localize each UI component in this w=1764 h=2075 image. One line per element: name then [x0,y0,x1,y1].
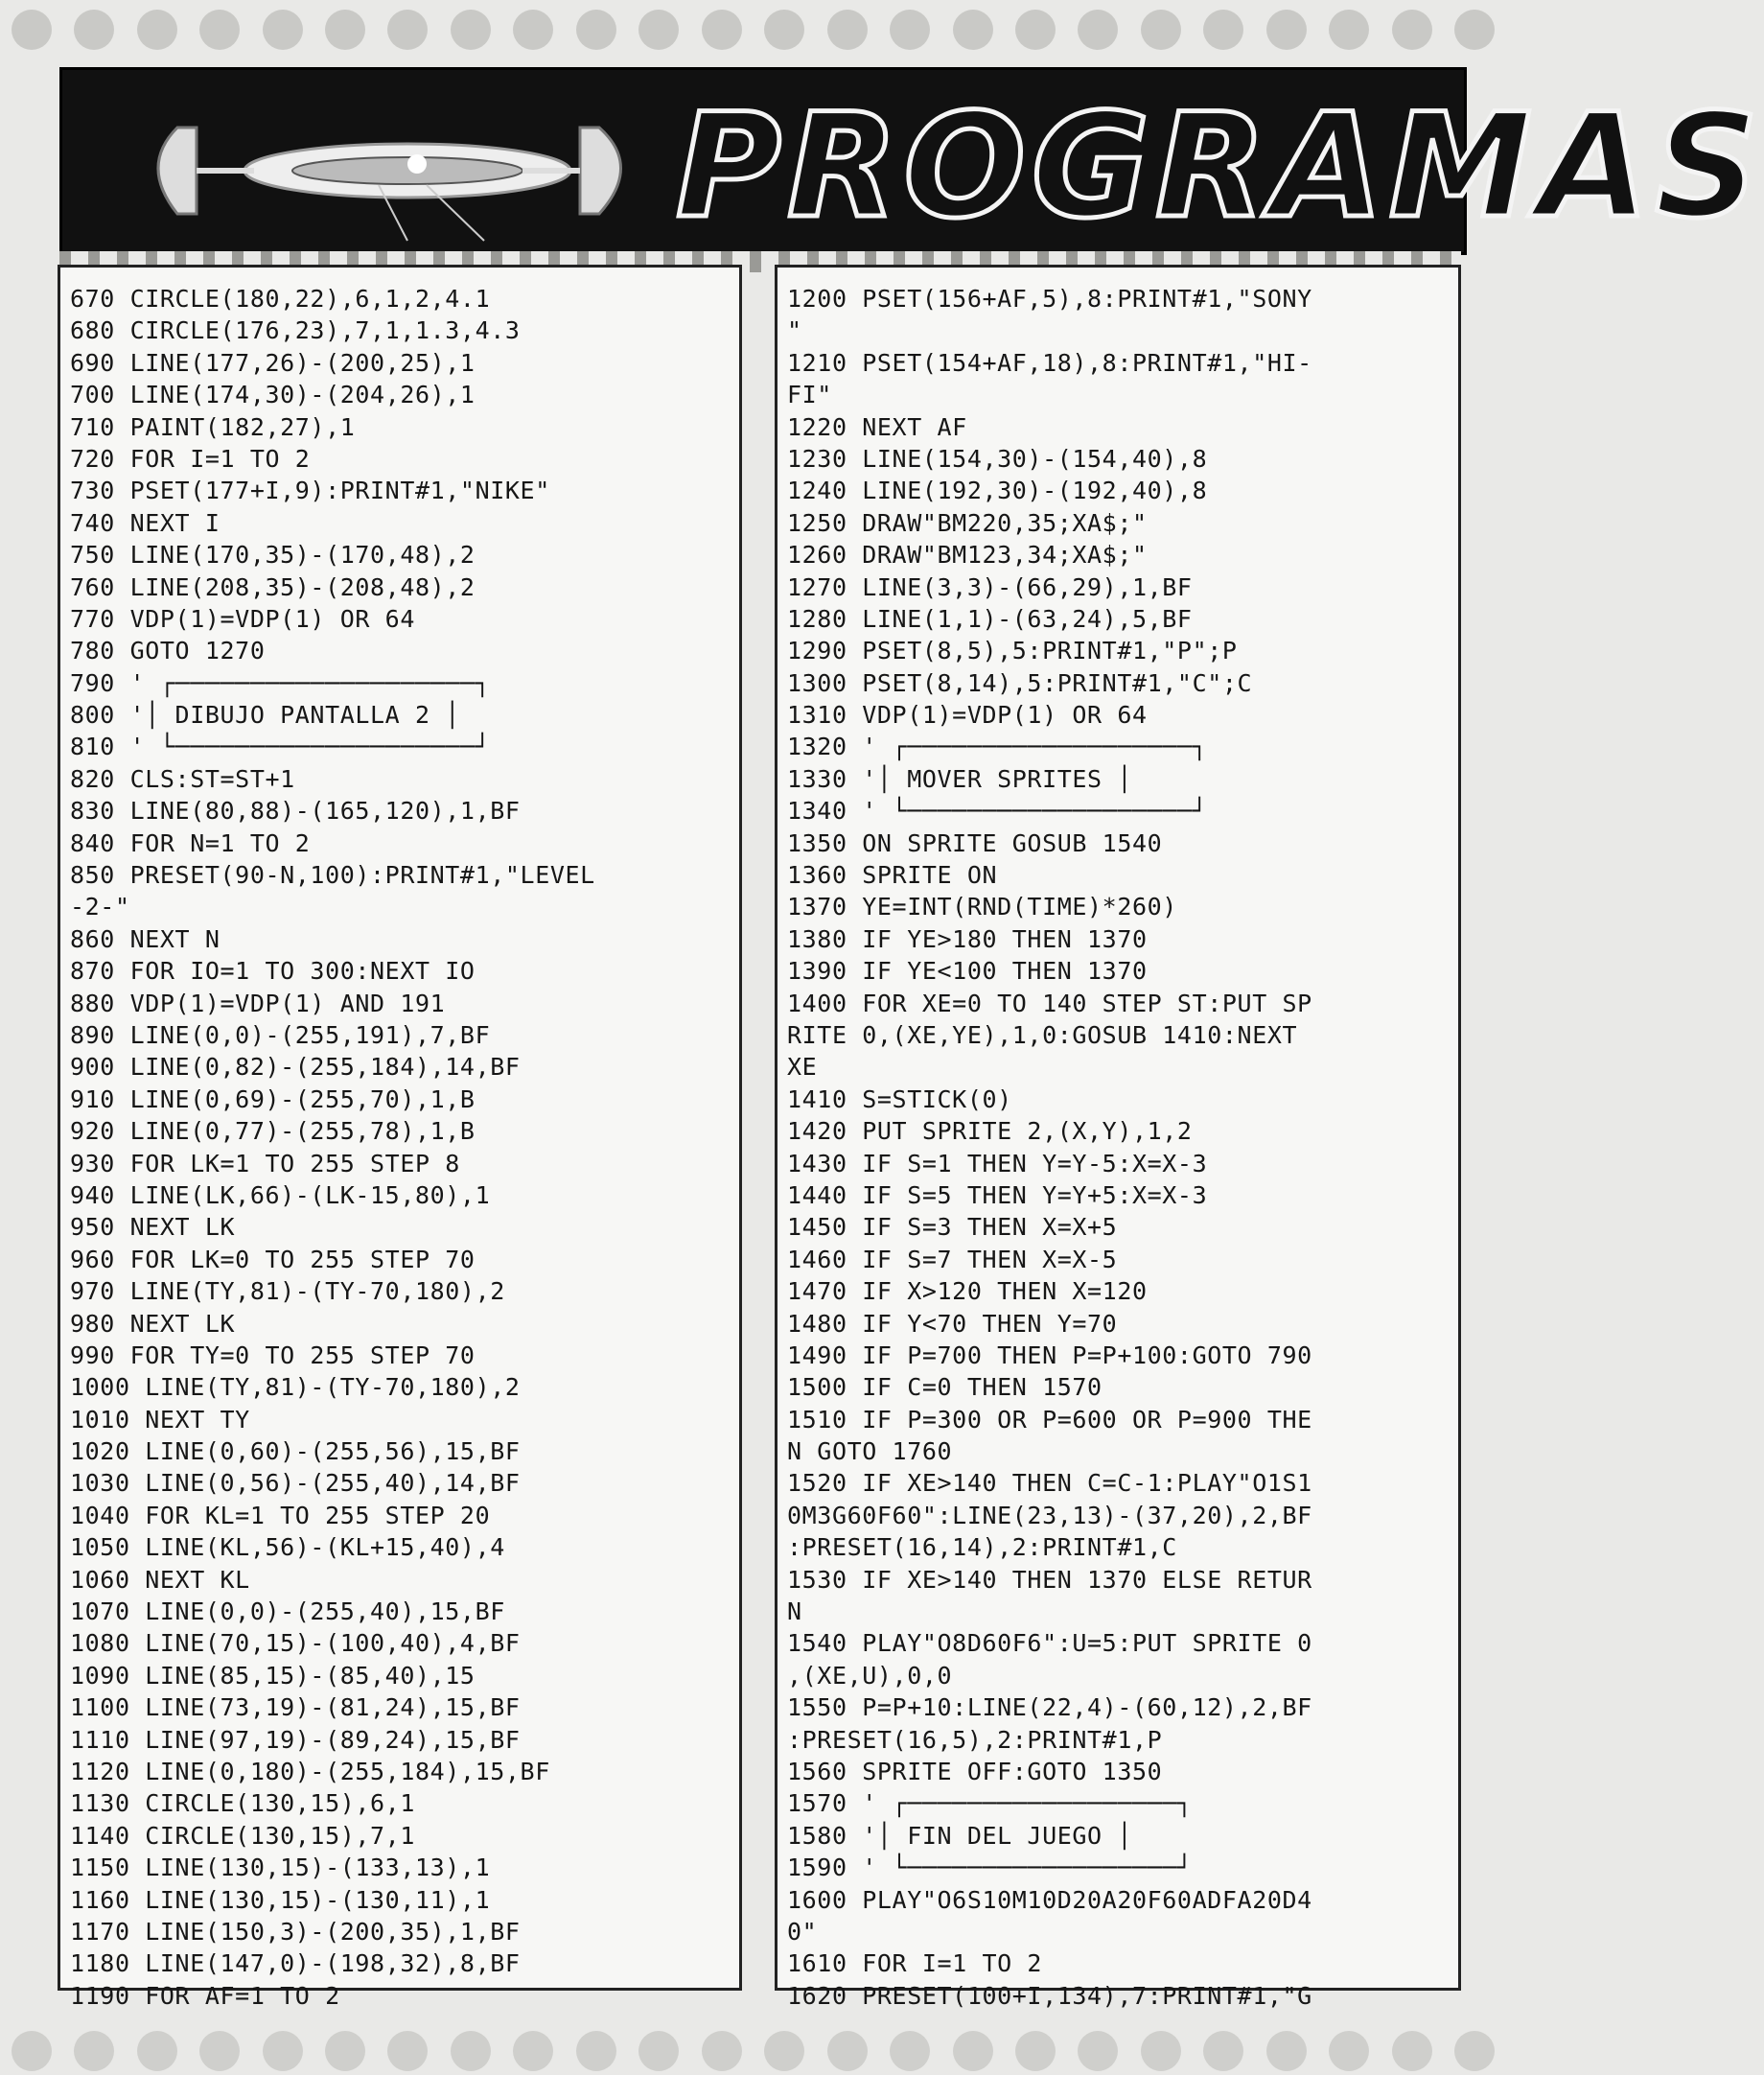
code-line: 1510 IF P=300 OR P=600 OR P=900 THE [787,1405,1312,1434]
code-line: 1610 FOR I=1 TO 2 [787,1949,1043,1978]
code-line: 1500 IF C=0 THEN 1570 [787,1373,1102,1402]
code-line: 1270 LINE(3,3)-(66,29),1,BF [787,572,1193,601]
code-line: 0M3G60F60":LINE(23,13)-(37,20),2,BF [787,1501,1312,1529]
bottom-dot-border [0,2027,1506,2075]
code-line: 930 FOR LK=1 TO 255 STEP 8 [70,1149,460,1177]
code-line: 1110 LINE(97,19)-(89,24),15,BF [70,1725,521,1754]
top-dot-border [0,6,1506,54]
code-line: 1350 ON SPRITE GOSUB 1540 [787,828,1163,857]
code-line: 960 FOR LK=0 TO 255 STEP 70 [70,1245,476,1273]
code-line: 1180 LINE(147,0)-(198,32),8,BF [70,1949,521,1978]
code-line: 1590 ' └──────────────────┘ [787,1854,1193,1882]
code-line: 1260 DRAW"BM123,34;XA$;" [787,541,1148,570]
code-line: 0" [787,1917,818,1946]
code-line: 1220 NEXT AF [787,412,967,441]
code-line: 1130 CIRCLE(130,15),6,1 [70,1789,415,1818]
code-line: FI" [787,381,832,409]
code-line: 1540 PLAY"O8D60F6":U=5:PUT SPRITE 0 [787,1629,1312,1658]
code-line: 1140 CIRCLE(130,15),7,1 [70,1821,415,1850]
code-line: 1230 LINE(154,30)-(154,40),8 [787,444,1208,473]
code-line: 700 LINE(174,30)-(204,26),1 [70,381,476,409]
code-line: 1240 LINE(192,30)-(192,40),8 [787,477,1208,505]
code-line: 1390 IF YE<100 THEN 1370 [787,957,1148,986]
code-line: 1450 IF S=3 THEN X=X+5 [787,1213,1118,1242]
code-line: 1600 PLAY"O6S10M10D20A20F60ADFA20D4 [787,1885,1312,1914]
code-line: 1290 PSET(8,5),5:PRINT#1,"P";P [787,637,1238,665]
code-line: 720 FOR I=1 TO 2 [70,444,311,473]
code-line: 790 ' ┌────────────────────┐ [70,668,491,697]
code-line: 1370 YE=INT(RND(TIME)*260) [787,893,1177,921]
code-line: 800 '│ DIBUJO PANTALLA 2 │ [70,701,460,730]
code-line: 1310 VDP(1)=VDP(1) OR 64 [787,701,1148,730]
code-line: 1480 IF Y<70 THEN Y=70 [787,1309,1118,1338]
code-line: 1080 LINE(70,15)-(100,40),4,BF [70,1629,521,1658]
code-line: -2-" [70,893,130,921]
code-line: XE [787,1053,818,1082]
code-line: 770 VDP(1)=VDP(1) OR 64 [70,604,415,633]
code-line: 1050 LINE(KL,56)-(KL+15,40),4 [70,1533,505,1562]
code-line: 730 PSET(177+I,9):PRINT#1,"NIKE" [70,477,550,505]
code-line: 1070 LINE(0,0)-(255,40),15,BF [70,1597,505,1626]
code-line: 1330 '│ MOVER SPRITES │ [787,764,1132,793]
code-line: 1490 IF P=700 THEN P=P+100:GOTO 790 [787,1341,1312,1369]
code-line: 1120 LINE(0,180)-(255,184),15,BF [70,1757,550,1785]
code-line: 1300 PSET(8,14),5:PRINT#1,"C";C [787,668,1253,697]
code-line: 1320 ' ┌───────────────────┐ [787,733,1208,761]
code-line: 850 PRESET(90-N,100):PRINT#1,"LEVEL [70,861,595,890]
code-line: 1620 PRESET(100+I,134),7:PRINT#1,"G [787,1981,1312,2010]
code-line: 680 CIRCLE(176,23),7,1,1.3,4.3 [70,316,521,345]
code-line: 1190 FOR AF=1 TO 2 [70,1981,340,2010]
code-line: 890 LINE(0,0)-(255,191),7,BF [70,1020,491,1049]
code-line: 1420 PUT SPRITE 2,(X,Y),1,2 [787,1117,1193,1146]
code-line: N GOTO 1760 [787,1437,953,1466]
code-line: 810 ' └────────────────────┘ [70,733,491,761]
code-line: 900 LINE(0,82)-(255,184),14,BF [70,1053,521,1082]
code-line: 1560 SPRITE OFF:GOTO 1350 [787,1757,1163,1785]
code-line: 860 NEXT N [70,924,220,953]
code-line: 870 FOR IO=1 TO 300:NEXT IO [70,957,476,986]
code-line: ,(XE,U),0,0 [787,1661,953,1690]
code-line: 1470 IF X>120 THEN X=120 [787,1277,1148,1306]
code-line: 1250 DRAW"BM220,35;XA$;" [787,508,1148,537]
code-line: 970 LINE(TY,81)-(TY-70,180),2 [70,1277,505,1306]
code-line: 1020 LINE(0,60)-(255,56),15,BF [70,1437,521,1466]
code-line: 830 LINE(80,88)-(165,120),1,BF [70,797,521,826]
code-line: 910 LINE(0,69)-(255,70),1,B [70,1084,476,1113]
code-line: 1440 IF S=5 THEN Y=Y+5:X=X-3 [787,1180,1208,1209]
code-line: 1200 PSET(156+AF,5),8:PRINT#1,"SONY [787,285,1312,313]
code-line: :PRESET(16,5),2:PRINT#1,P [787,1725,1163,1754]
code-line: 1030 LINE(0,56)-(255,40),14,BF [70,1469,521,1498]
code-line: 1430 IF S=1 THEN Y=Y-5:X=X-3 [787,1149,1208,1177]
code-line: 690 LINE(177,26)-(200,25),1 [70,348,476,377]
code-line: 1340 ' └───────────────────┘ [787,797,1208,826]
code-line: 990 FOR TY=0 TO 255 STEP 70 [70,1341,476,1369]
code-line: 1060 NEXT KL [70,1565,250,1594]
code-line: 1000 LINE(TY,81)-(TY-70,180),2 [70,1373,521,1402]
code-line: 1410 S=STICK(0) [787,1084,1012,1113]
code-column-right [775,265,1461,2010]
code-line: 1210 PSET(154+AF,18),8:PRINT#1,"HI- [787,348,1312,377]
code-column-left [58,265,742,2010]
code-line: 750 LINE(170,35)-(170,48),2 [70,541,476,570]
code-line: 1400 FOR XE=0 TO 140 STEP ST:PUT SP [787,989,1312,1017]
spaceship-illustration [120,89,657,243]
code-line: " [787,316,802,345]
code-line: 1010 NEXT TY [70,1405,250,1434]
code-line: 1150 LINE(130,15)-(133,13),1 [70,1854,491,1882]
code-line: 920 LINE(0,77)-(255,78),1,B [70,1117,476,1146]
page-title: PROGRAMAS [676,83,1764,250]
code-line: 1100 LINE(73,19)-(81,24),15,BF [70,1693,521,1722]
code-line: 1530 IF XE>140 THEN 1370 ELSE RETUR [787,1565,1312,1594]
code-line: 880 VDP(1)=VDP(1) AND 191 [70,989,446,1017]
code-line: 1380 IF YE>180 THEN 1370 [787,924,1148,953]
code-line: 1040 FOR KL=1 TO 255 STEP 20 [70,1501,491,1529]
code-line: 1280 LINE(1,1)-(63,24),5,BF [787,604,1193,633]
code-line: :PRESET(16,14),2:PRINT#1,C [787,1533,1177,1562]
code-line: 1090 LINE(85,15)-(85,40),15 [70,1661,476,1690]
code-line: N [787,1597,802,1626]
code-line: 1570 ' ┌──────────────────┐ [787,1789,1193,1818]
code-line: 1160 LINE(130,15)-(130,11),1 [70,1885,491,1914]
code-line: 710 PAINT(182,27),1 [70,412,356,441]
code-line: 1520 IF XE>140 THEN C=C-1:PLAY"O1S1 [787,1469,1312,1498]
code-line: 780 GOTO 1270 [70,637,266,665]
header-banner [59,67,1764,255]
code-line: RITE 0,(XE,YE),1,0:GOSUB 1410:NEXT [787,1020,1298,1049]
code-line: 740 NEXT I [70,508,220,537]
code-line: 940 LINE(LK,66)-(LK-15,80),1 [70,1180,491,1209]
code-line: 1170 LINE(150,3)-(200,35),1,BF [70,1917,521,1946]
code-line: 670 CIRCLE(180,22),6,1,2,4.1 [70,285,491,313]
code-line: 950 NEXT LK [70,1213,236,1242]
code-line: 1360 SPRITE ON [787,861,998,890]
code-line: 820 CLS:ST=ST+1 [70,764,295,793]
code-line: 760 LINE(208,35)-(208,48),2 [70,572,476,601]
code-line: 1550 P=P+10:LINE(22,4)-(60,12),2,BF [787,1693,1312,1722]
code-line: 1580 '│ FIN DEL JUEGO │ [787,1821,1132,1850]
code-line: 980 NEXT LK [70,1309,236,1338]
code-line: 840 FOR N=1 TO 2 [70,828,311,857]
code-line: 1460 IF S=7 THEN X=X-5 [787,1245,1118,1273]
